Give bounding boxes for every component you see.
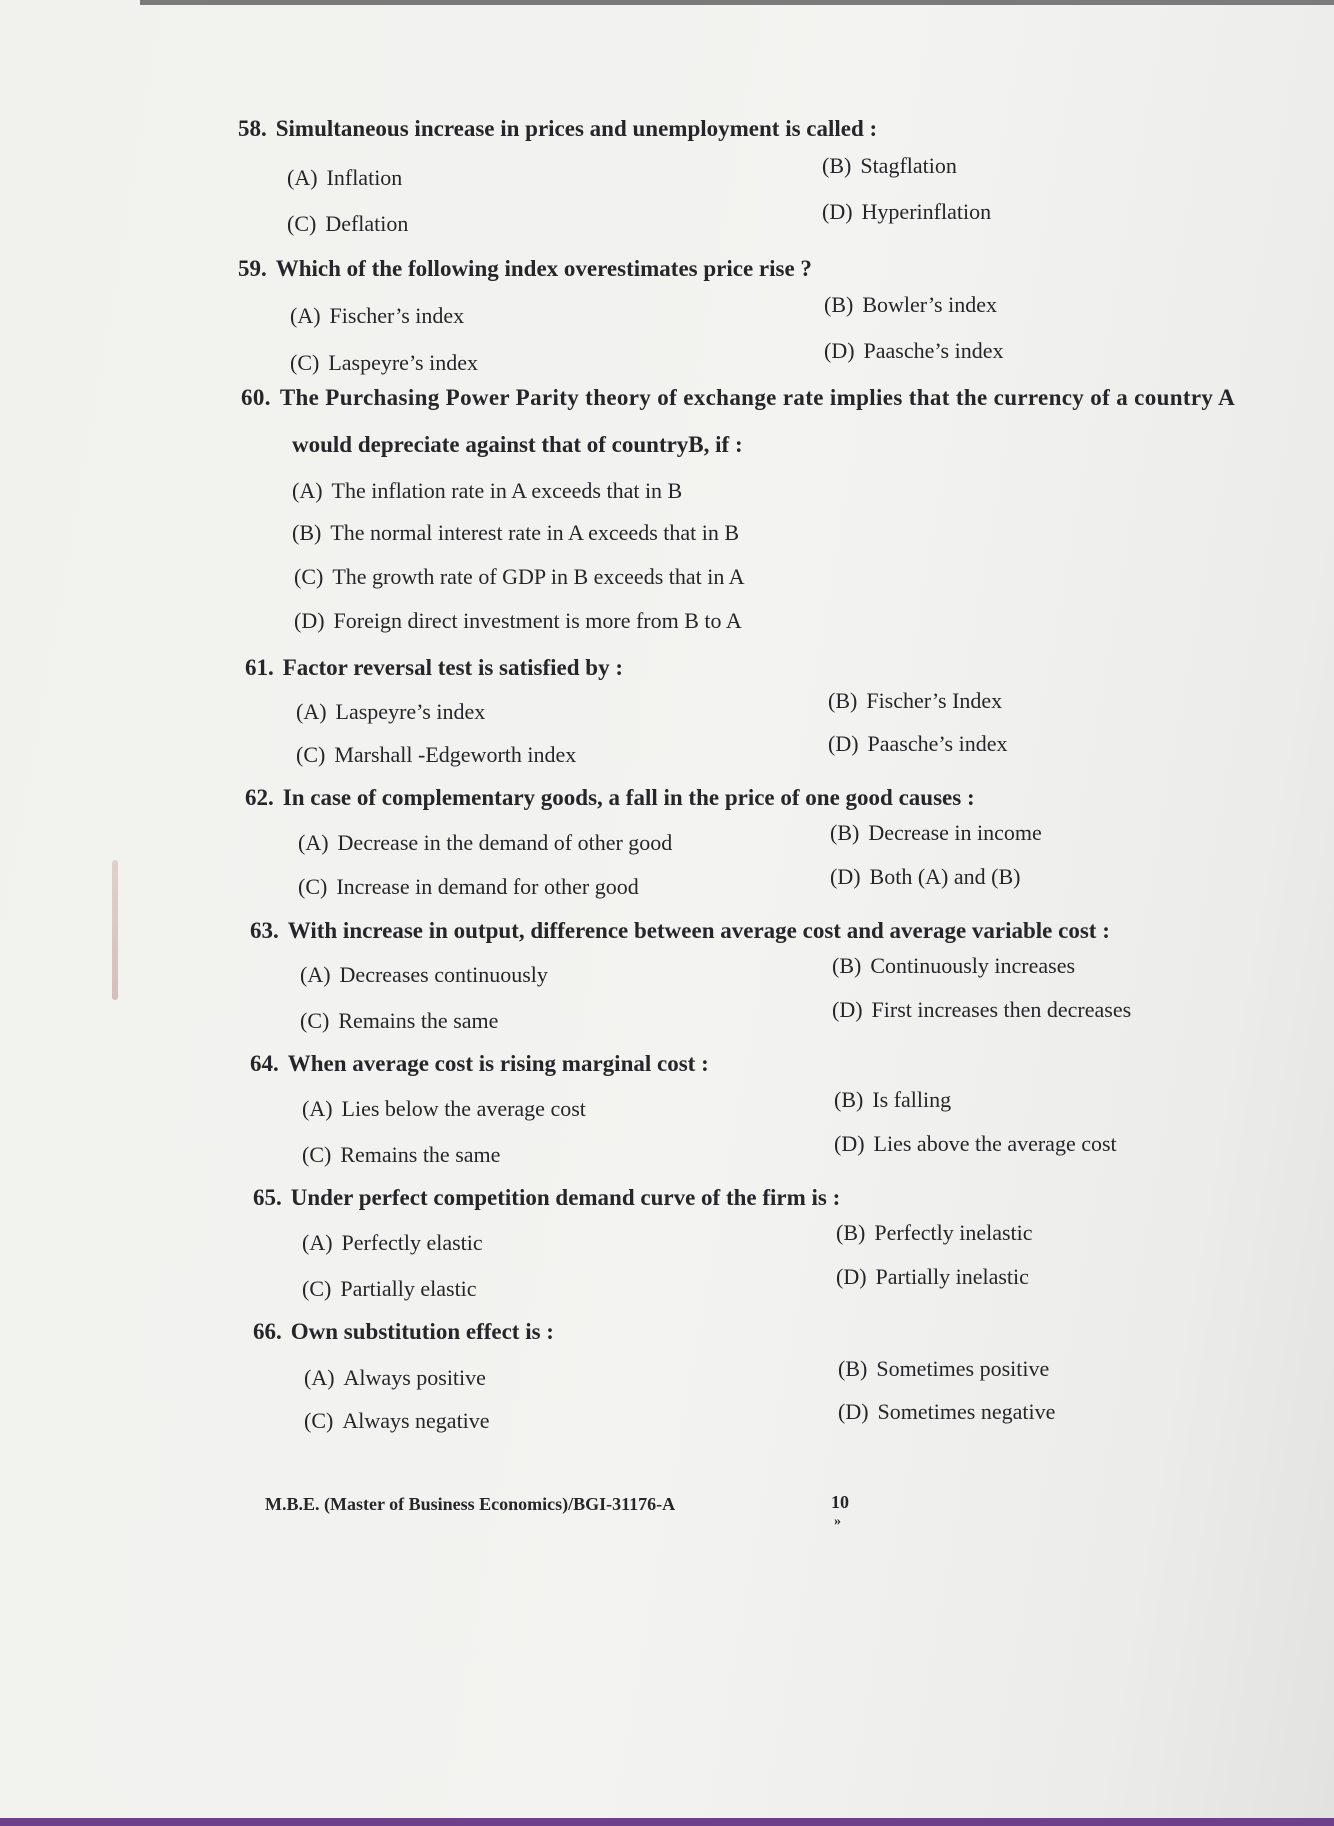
question-number: 65. — [253, 1185, 282, 1210]
option-letter: (A) — [302, 1230, 333, 1255]
option-letter: (D) — [294, 608, 325, 633]
option-letter: (B) — [830, 820, 860, 845]
option-text: Paasche’s index — [867, 731, 1008, 756]
question-number: 66. — [253, 1319, 282, 1344]
option-59-b — [824, 292, 997, 318]
option-letter: (C) — [302, 1142, 332, 1167]
option-letter: (B) — [836, 1220, 866, 1245]
option-63-d — [832, 997, 1131, 1023]
question-number: 59. — [238, 256, 267, 281]
option-64-c — [302, 1142, 500, 1168]
option-letter: (B) — [822, 153, 852, 178]
question-65 — [253, 1185, 840, 1211]
option-letter: (A) — [300, 962, 331, 987]
option-58-a — [287, 165, 402, 191]
option-letter: (C) — [300, 1008, 330, 1033]
option-65-d — [836, 1264, 1029, 1290]
option-text: Fischer’s Index — [866, 688, 1003, 713]
option-60-b — [292, 520, 739, 546]
option-62-c — [298, 874, 639, 900]
option-text: Deflation — [325, 211, 409, 236]
question-58 — [238, 116, 877, 142]
option-66-c — [304, 1408, 490, 1434]
question-text: Own substitution effect is : — [290, 1319, 554, 1344]
question-text: Which of the following index overestimates price rise ? — [275, 256, 812, 281]
option-65-a — [302, 1230, 483, 1256]
option-letter: (D) — [838, 1399, 869, 1424]
option-letter: (C) — [298, 874, 328, 899]
option-text: Laspeyre’s index — [328, 350, 478, 375]
option-letter: (A) — [298, 830, 329, 855]
option-letter: (C) — [304, 1408, 334, 1433]
option-62-d — [830, 864, 1020, 890]
option-59-d — [824, 338, 1003, 364]
option-63-a — [300, 962, 548, 988]
option-61-d — [828, 731, 1007, 757]
option-61-a — [296, 699, 485, 725]
option-letter: (C) — [287, 211, 317, 236]
option-text: Perfectly elastic — [341, 1230, 483, 1255]
option-62-b — [830, 820, 1042, 846]
option-letter: (A) — [292, 478, 323, 503]
option-text: Marshall -Edgeworth index — [334, 742, 577, 767]
option-text: Perfectly inelastic — [874, 1220, 1033, 1245]
option-letter: (A) — [290, 303, 321, 328]
question-text: In case of complementary goods, a fall in the price of one good causes : — [282, 785, 975, 810]
option-text: Lies above the average cost — [873, 1131, 1117, 1156]
question-number: 61. — [245, 655, 274, 680]
option-letter: (C) — [302, 1276, 332, 1301]
option-text: Lies below the average cost — [341, 1096, 586, 1121]
question-66 — [253, 1319, 554, 1345]
option-64-d — [834, 1131, 1117, 1157]
option-text: Remains the same — [340, 1142, 501, 1167]
option-66-b — [838, 1356, 1049, 1382]
option-letter: (B) — [824, 292, 854, 317]
option-64-b — [834, 1087, 951, 1113]
option-66-a — [304, 1365, 486, 1391]
option-59-a — [290, 303, 464, 329]
option-text: Fischer’s index — [329, 303, 465, 328]
option-text: Partially elastic — [340, 1276, 477, 1301]
option-letter: (A) — [302, 1096, 333, 1121]
option-text: The growth rate of GDP in B exceeds that in A — [332, 564, 745, 589]
option-text: Foreign direct investment is more from B to A — [333, 608, 742, 633]
option-63-c — [300, 1008, 498, 1034]
option-59-c — [290, 350, 478, 376]
question-number: 62. — [245, 785, 274, 810]
option-letter: (D) — [828, 731, 859, 756]
option-letter: (B) — [828, 688, 858, 713]
question-text: Simultaneous increase in prices and unemployment is called : — [275, 116, 878, 141]
option-letter: (C) — [290, 350, 320, 375]
option-letter: (C) — [294, 564, 324, 589]
option-text: Continuously increases — [870, 953, 1076, 978]
option-60-c — [294, 564, 745, 590]
option-text: Decreases continuously — [339, 962, 548, 987]
page-number: 10 — [831, 1492, 849, 1512]
option-text: Bowler’s index — [862, 292, 997, 317]
option-60-d — [294, 608, 742, 634]
option-62-a — [298, 830, 672, 856]
question-number: 64. — [250, 1051, 279, 1076]
option-text: Stagflation — [860, 153, 957, 178]
option-text: The normal interest rate in A exceeds that in B — [330, 520, 740, 545]
option-text: The inflation rate in A exceeds that in B — [331, 478, 683, 503]
question-number: 63. — [250, 918, 279, 943]
option-letter: (A) — [304, 1365, 335, 1390]
question-60-continued: would depreciate against that of countryB, if : — [292, 432, 743, 457]
option-61-b — [828, 688, 1002, 714]
question-62 — [245, 785, 975, 811]
question-63 — [250, 918, 1110, 944]
option-65-b — [836, 1220, 1033, 1246]
question-59 — [238, 256, 812, 282]
option-letter: (D) — [832, 997, 863, 1022]
option-63-b — [832, 953, 1075, 979]
option-letter: (A) — [296, 699, 327, 724]
option-58-b — [822, 153, 957, 179]
option-letter: (D) — [822, 199, 853, 224]
option-text: Sometimes negative — [877, 1399, 1056, 1424]
option-66-d — [838, 1399, 1055, 1425]
option-text: First increases then decreases — [871, 997, 1132, 1022]
option-text: Partially inelastic — [875, 1264, 1029, 1289]
option-letter: (B) — [292, 520, 322, 545]
option-58-c — [287, 211, 408, 237]
question-text: Factor reversal test is satisfied by : — [282, 655, 623, 680]
continue-mark: » — [834, 1514, 841, 1529]
question-text: When average cost is rising marginal cost : — [287, 1051, 709, 1076]
option-letter: (B) — [834, 1087, 864, 1112]
option-text: Laspeyre’s index — [335, 699, 486, 724]
option-text: Both (A) and (B) — [869, 864, 1021, 889]
option-text: Always positive — [343, 1365, 486, 1390]
option-letter: (D) — [824, 338, 855, 363]
paper-code: M.B.E. (Master of Business Economics)/BGI-31176-A — [265, 1494, 676, 1514]
top-rule — [140, 0, 1334, 5]
option-letter: (D) — [836, 1264, 867, 1289]
option-text: Remains the same — [338, 1008, 499, 1033]
option-60-a — [292, 478, 682, 504]
option-64-a — [302, 1096, 586, 1122]
question-64 — [250, 1051, 709, 1077]
option-61-c — [296, 742, 576, 768]
question-number: 60. — [241, 385, 271, 410]
option-letter: (B) — [838, 1356, 868, 1381]
option-letter: (B) — [832, 953, 862, 978]
option-text: Decrease in the demand of other good — [337, 830, 673, 855]
option-text: Is falling — [872, 1087, 952, 1112]
option-text: Hyperinflation — [861, 199, 992, 224]
question-60 — [241, 385, 1235, 411]
option-text: Inflation — [326, 165, 403, 190]
bottom-band — [0, 1818, 1334, 1826]
option-text: Increase in demand for other good — [336, 874, 639, 899]
option-text: Decrease in income — [868, 820, 1042, 845]
question-number: 58. — [238, 116, 267, 141]
option-58-d — [822, 199, 991, 225]
question-text: Under perfect competition demand curve of the firm is : — [290, 1185, 841, 1210]
option-65-c — [302, 1276, 477, 1302]
option-letter: (D) — [834, 1131, 865, 1156]
margin-stain — [112, 860, 118, 1000]
question-text: With increase in output, difference between average cost and average variable cost : — [287, 918, 1110, 943]
option-text: Sometimes positive — [876, 1356, 1050, 1381]
option-letter: (A) — [287, 165, 318, 190]
option-text: Always negative — [342, 1408, 490, 1433]
question-text: The Purchasing Power Parity theory of exchange rate implies that the currency of a country A — [279, 385, 1236, 410]
question-61 — [245, 655, 623, 681]
option-letter: (D) — [830, 864, 861, 889]
option-letter: (C) — [296, 742, 326, 767]
option-text: Paasche’s index — [863, 338, 1004, 363]
